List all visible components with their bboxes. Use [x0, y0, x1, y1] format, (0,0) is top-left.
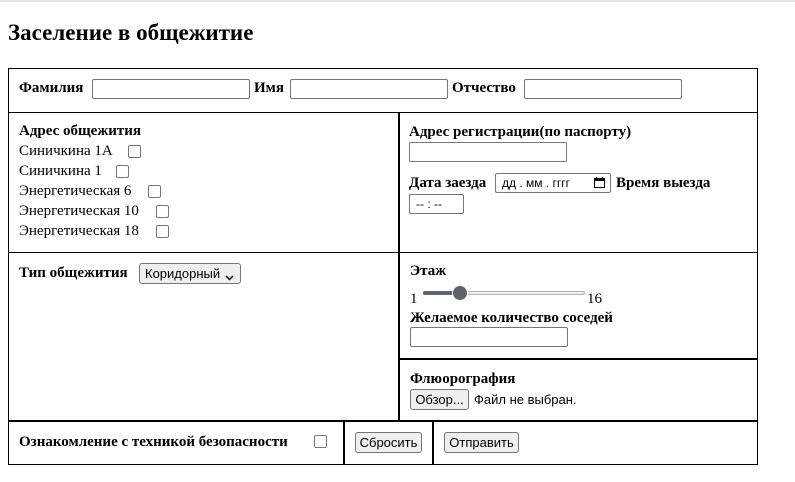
checkin-date-input[interactable]	[495, 173, 611, 193]
last-name-label: Фамилия	[19, 80, 84, 96]
fluorography-no-file-text: Файл не выбран.	[474, 392, 577, 407]
neighbors-input[interactable]	[410, 327, 568, 347]
dorm-option-label: Энергетическая 6	[19, 183, 132, 199]
dorm-option-label: Синичкина 1А	[19, 143, 113, 159]
dorm-option-checkbox[interactable]	[148, 185, 161, 198]
registration-label: Адрес регистрации(по паспорту)	[409, 124, 632, 140]
floor-min-label: 1	[410, 291, 418, 307]
dorm-type-selected: Коридорный	[145, 266, 221, 281]
checkin-date-placeholder: дд . мм . гггг	[502, 176, 571, 190]
last-name-input[interactable]	[92, 79, 250, 99]
patronymic-label: Отчество	[452, 80, 516, 96]
safety-checkbox[interactable]	[314, 435, 327, 448]
floor-max-label: 16	[587, 291, 602, 307]
registration-address-input[interactable]	[409, 142, 567, 162]
dorm-address-label: Адрес общежития	[19, 123, 141, 139]
dorm-type-select[interactable]	[139, 263, 241, 284]
dorm-type-label: Тип общежития	[19, 265, 128, 281]
chevron-down-icon	[225, 269, 234, 284]
page-title: Заселение в общежитие	[8, 20, 254, 45]
dorm-option-checkbox[interactable]	[156, 205, 169, 218]
reset-button[interactable]: Сбросить	[355, 432, 422, 453]
dorm-option-checkbox[interactable]	[128, 145, 141, 158]
floor-slider-thumb[interactable]	[452, 285, 468, 301]
checkout-time-placeholder: -- : --	[416, 197, 442, 211]
neighbors-label: Желаемое количество соседей	[410, 310, 613, 326]
floor-slider[interactable]	[423, 284, 585, 302]
dorm-option-label: Энергетическая 10	[19, 203, 139, 219]
browser-top-edge	[0, 0, 795, 2]
checkout-time-label: Время выезда	[616, 175, 711, 191]
floor-label: Этаж	[410, 263, 447, 279]
checkin-date-label: Дата заезда	[409, 175, 487, 191]
first-name-input[interactable]	[290, 79, 448, 99]
safety-label: Ознакомление с техникой безопасности	[19, 434, 288, 450]
dorm-option-label: Синичкина 1	[19, 163, 102, 179]
fluorography-label: Флюорография	[410, 371, 516, 387]
submit-button[interactable]: Отправить	[444, 432, 519, 453]
checkout-time-input[interactable]	[409, 194, 464, 214]
dorm-option-label: Энергетическая 18	[19, 223, 139, 239]
fluorography-browse-button[interactable]: Обзор...	[410, 389, 469, 410]
patronymic-input[interactable]	[524, 79, 682, 99]
calendar-icon[interactable]	[594, 177, 605, 188]
dorm-option-checkbox[interactable]	[116, 165, 129, 178]
first-name-label: Имя	[254, 80, 284, 96]
dorm-option-checkbox[interactable]	[156, 225, 169, 238]
